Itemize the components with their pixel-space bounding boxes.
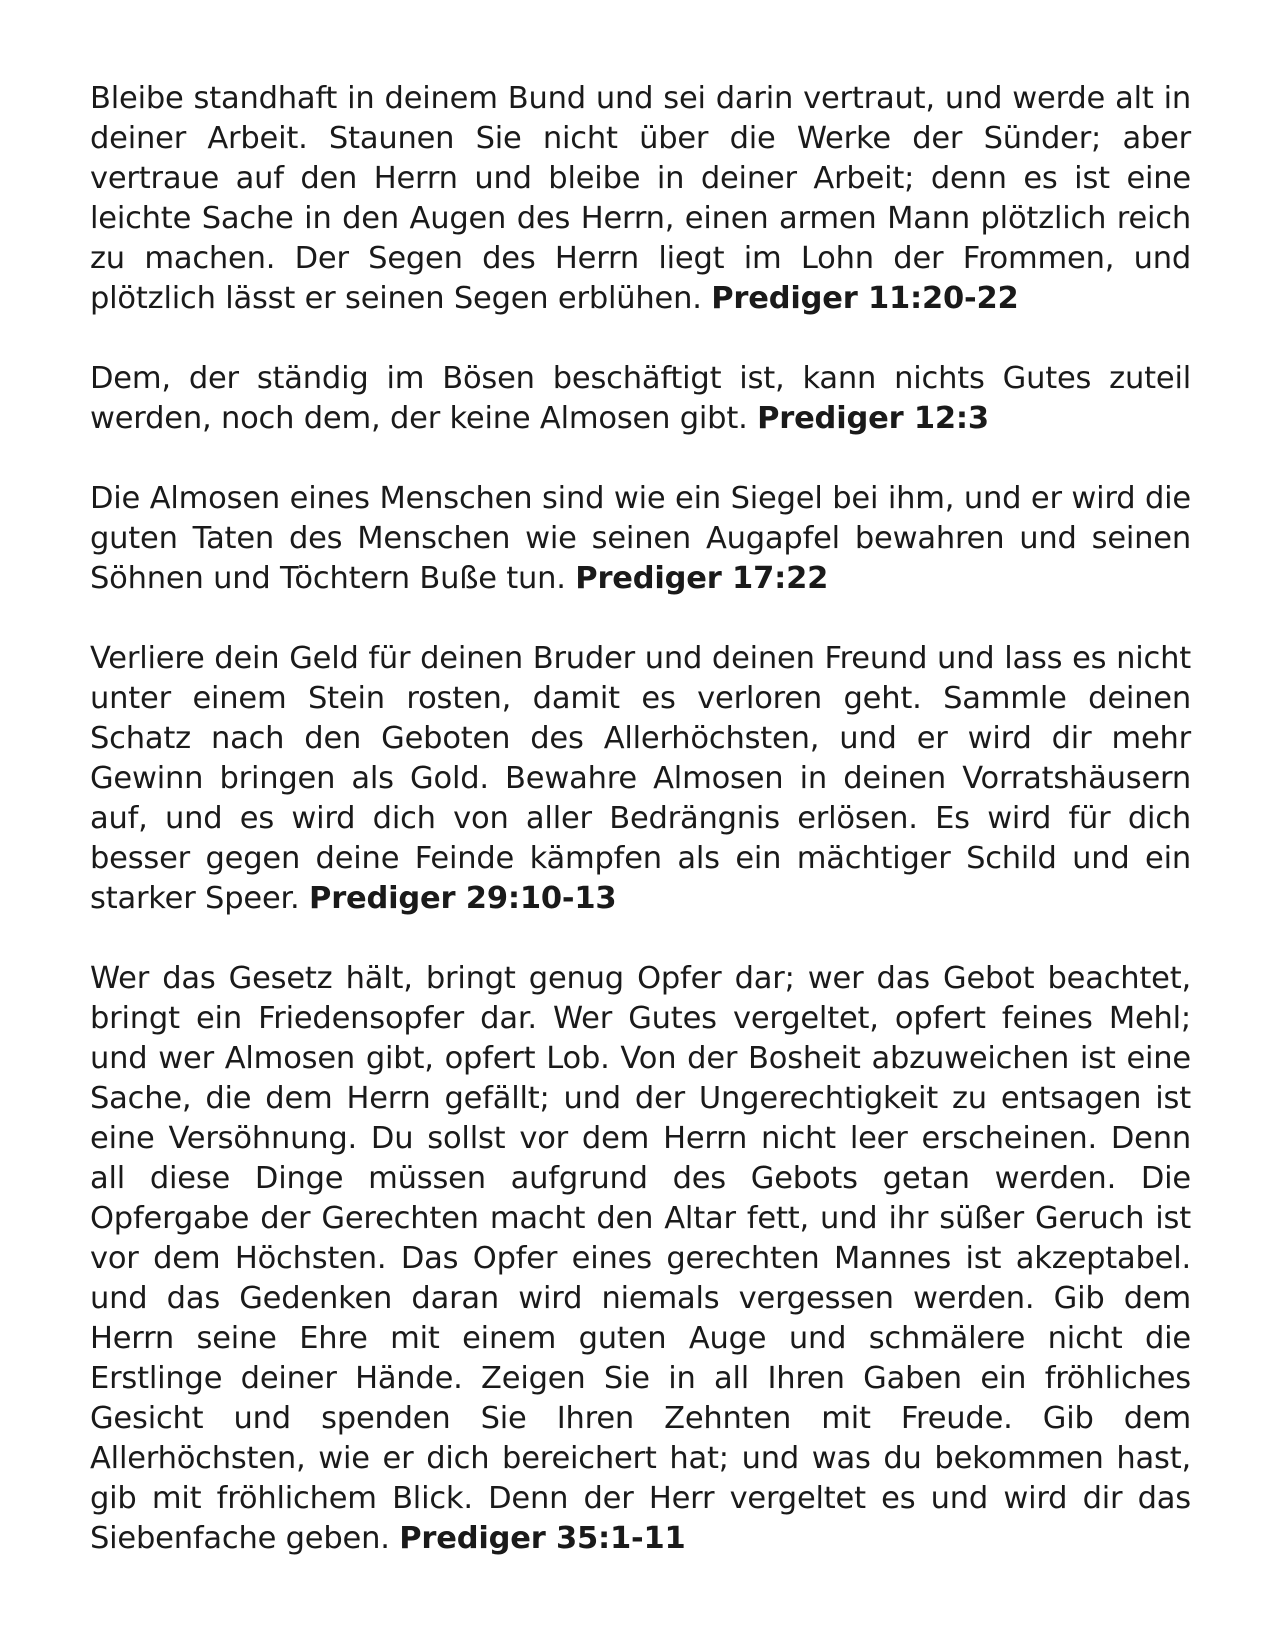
passage-reference: Prediger 11:20-22 xyxy=(711,281,1019,316)
passage-reference: Prediger 35:1-11 xyxy=(399,1521,686,1556)
passage-paragraph xyxy=(90,959,1191,1559)
passage-text: Verliere dein Geld für deinen Bruder und deinen Freund und lass es nicht unter einem Stein rosten, damit es verloren geht. Sammle deinen Schatz nach den Geboten des Allerhöchsten, und er wird dir mehr Gewinn bringen als Gold. Bewahre Almosen in deinen Vorratshäusern auf, und es wird dich von aller Bedrängnis erlösen. Es wird für dich besser gegen deine Feinde kämpfen als ein mächtiger Schild und ein starker Speer. xyxy=(90,641,1191,916)
passage-reference: Prediger 12:3 xyxy=(757,401,989,436)
passage-text: Die Almosen eines Menschen sind wie ein Siegel bei ihm, und er wird die guten Taten des Menschen wie seinen Augapfel bewahren und seinen Söhnen und Töchtern Buße tun. xyxy=(90,481,1191,596)
passage-reference: Prediger 17:22 xyxy=(575,561,829,596)
passage-text: Dem, der ständig im Bösen beschäftigt ist, kann nichts Gutes zuteil werden, noch dem, der keine Almosen gibt. xyxy=(90,361,1191,436)
passage-paragraph xyxy=(90,359,1191,439)
document-page xyxy=(90,79,1191,1599)
passage-text: Bleibe standhaft in deinem Bund und sei darin vertraut, und werde alt in deiner Arbeit. Staunen Sie nicht über die Werke der Sünder; aber vertraue auf den Herrn und bleibe in deiner Arbeit; denn es ist eine leichte Sache in den Augen des Herrn, einen armen Mann plötzlich reich zu machen. Der Segen des Herrn liegt im Lohn der Frommen, und plötzlich lässt er seinen Segen erblühen. xyxy=(90,81,1191,316)
passage-text: Wer das Gesetz hält, bringt genug Opfer dar; wer das Gebot beachtet, bringt ein Friedensopfer dar. Wer Gutes vergeltet, opfert feines Mehl; und wer Almosen gibt, opfert Lob. Von der Bosheit abzuweichen ist eine Sache, die dem Herrn gefällt; und der Ungerechtigkeit zu entsagen ist eine Versöhnung. Du sollst vor dem Herrn nicht leer erscheinen. Denn all diese Dinge müssen aufgrund des Gebots getan werden. Die Opfergabe der Gerechten macht den Altar fett, und ihr süßer Geruch ist vor dem Höchsten. Das Opfer eines gerechten Mannes ist akzeptabel. und das Gedenken daran wird niemals vergessen werden. Gib dem Herrn seine Ehre mit einem guten Auge und schmälere nicht die Erstlinge deiner Hände. Zeigen Sie in all Ihren Gaben ein fröhliches Gesicht und spenden Sie Ihren Zehnten mit Freude. Gib dem Allerhöchsten, wie er dich bereichert hat; und was du bekommen hast, gib mit fröhlichem Blick. Denn der Herr vergeltet es und wird dir das Siebenfache geben. xyxy=(90,961,1191,1556)
passage-paragraph xyxy=(90,479,1191,599)
passage-reference: Prediger 29:10-13 xyxy=(309,881,617,916)
passage-paragraph xyxy=(90,79,1191,319)
passage-paragraph xyxy=(90,639,1191,919)
